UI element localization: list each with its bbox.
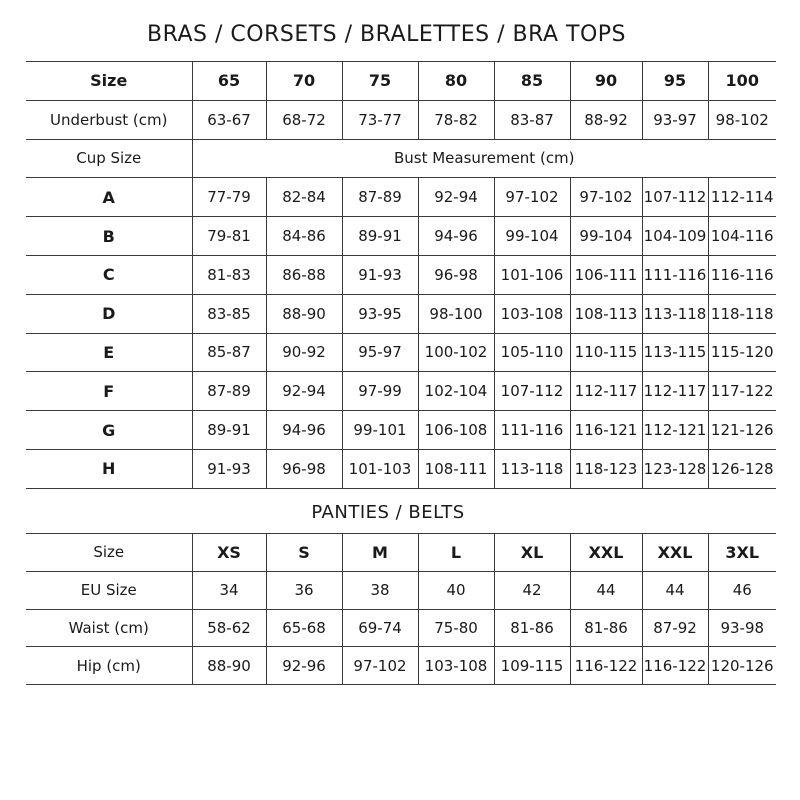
bust-range-cell: 111-116 — [642, 255, 708, 294]
bust-range-cell: 108-111 — [418, 449, 494, 488]
panties-size-header: XXL — [642, 534, 708, 572]
band-size-header: 100 — [708, 62, 776, 101]
eu-size-cell: 36 — [266, 571, 342, 609]
cup-row — [26, 178, 776, 217]
hip-label: Hip (cm) — [26, 647, 192, 685]
eu-size-cell: 40 — [418, 571, 494, 609]
bust-range-cell: 106-111 — [570, 255, 642, 294]
bust-range-cell: 113-115 — [642, 333, 708, 372]
hip-cell: 103-108 — [418, 647, 494, 685]
bust-range-cell: 104-109 — [642, 217, 708, 256]
panties-size-header: M — [342, 534, 418, 572]
bust-range-cell: 82-84 — [266, 178, 342, 217]
bust-range-cell: 84-86 — [266, 217, 342, 256]
bust-range-cell: 96-98 — [418, 255, 494, 294]
panties-size-header: 3XL — [708, 534, 776, 572]
bust-range-cell: 94-96 — [418, 217, 494, 256]
eu-size-cell: 34 — [192, 571, 266, 609]
bust-range-cell: 111-116 — [494, 411, 570, 450]
waist-cell: 58-62 — [192, 609, 266, 647]
bust-range-cell: 85-87 — [192, 333, 266, 372]
band-size-header: 65 — [192, 62, 266, 101]
underbust-cell: 73-77 — [342, 100, 418, 139]
bust-range-cell: 101-103 — [342, 449, 418, 488]
bust-range-cell: 107-112 — [494, 372, 570, 411]
bras-size-row — [26, 62, 776, 101]
eu-size-cell: 38 — [342, 571, 418, 609]
eu-size-cell: 44 — [570, 571, 642, 609]
bust-range-cell: 107-112 — [642, 178, 708, 217]
bust-range-cell: 121-126 — [708, 411, 776, 450]
underbust-cell: 93-97 — [642, 100, 708, 139]
bust-range-cell: 83-85 — [192, 294, 266, 333]
eu-size-cell: 44 — [642, 571, 708, 609]
bras-section-title: BRAS / CORSETS / BRALETTES / BRA TOPS — [147, 22, 626, 47]
eu-size-cell: 46 — [708, 571, 776, 609]
cup-size-label: Cup Size — [26, 139, 192, 178]
eu-size-row — [26, 571, 776, 609]
bust-range-cell: 94-96 — [266, 411, 342, 450]
bust-range-cell: 123-128 — [642, 449, 708, 488]
underbust-cell: 83-87 — [494, 100, 570, 139]
cup-row — [26, 333, 776, 372]
panties-size-row — [26, 534, 776, 572]
bust-measurement-label: Bust Measurement (cm) — [192, 139, 776, 178]
bust-range-cell: 88-90 — [266, 294, 342, 333]
bust-range-cell: 92-94 — [418, 178, 494, 217]
bust-range-cell: 79-81 — [192, 217, 266, 256]
bust-range-cell: 103-108 — [494, 294, 570, 333]
underbust-cell: 88-92 — [570, 100, 642, 139]
waist-row — [26, 609, 776, 647]
bust-range-cell: 89-91 — [192, 411, 266, 450]
cup-row — [26, 255, 776, 294]
bust-range-cell: 104-116 — [708, 217, 776, 256]
underbust-row — [26, 100, 776, 139]
cup-letter: C — [26, 255, 192, 294]
bust-range-cell: 101-106 — [494, 255, 570, 294]
bust-range-cell: 112-117 — [570, 372, 642, 411]
bust-range-cell: 81-83 — [192, 255, 266, 294]
waist-cell: 93-98 — [708, 609, 776, 647]
hip-cell: 120-126 — [708, 647, 776, 685]
bust-range-cell: 99-104 — [494, 217, 570, 256]
bust-range-cell: 93-95 — [342, 294, 418, 333]
band-size-header: 70 — [266, 62, 342, 101]
bust-range-cell: 113-118 — [642, 294, 708, 333]
panties-size-label: Size — [26, 534, 192, 572]
eu-size-label: EU Size — [26, 571, 192, 609]
bust-range-cell: 117-122 — [708, 372, 776, 411]
underbust-cell: 68-72 — [266, 100, 342, 139]
bust-range-cell: 115-120 — [708, 333, 776, 372]
bust-range-cell: 118-118 — [708, 294, 776, 333]
bust-range-cell: 110-115 — [570, 333, 642, 372]
bust-range-cell: 105-110 — [494, 333, 570, 372]
cup-letter: A — [26, 178, 192, 217]
waist-cell: 81-86 — [494, 609, 570, 647]
bust-range-cell: 97-102 — [570, 178, 642, 217]
band-size-header: 95 — [642, 62, 708, 101]
cup-letter: G — [26, 411, 192, 450]
band-size-header: 75 — [342, 62, 418, 101]
bust-range-cell: 118-123 — [570, 449, 642, 488]
eu-size-cell: 42 — [494, 571, 570, 609]
bust-range-cell: 96-98 — [266, 449, 342, 488]
waist-label: Waist (cm) — [26, 609, 192, 647]
waist-cell: 81-86 — [570, 609, 642, 647]
underbust-label: Underbust (cm) — [26, 100, 192, 139]
bust-range-cell: 98-100 — [418, 294, 494, 333]
panties-size-header: XXL — [570, 534, 642, 572]
underbust-cell: 78-82 — [418, 100, 494, 139]
bust-range-cell: 97-102 — [494, 178, 570, 217]
hip-cell: 92-96 — [266, 647, 342, 685]
panties-size-header: S — [266, 534, 342, 572]
cup-letter: F — [26, 372, 192, 411]
cup-row — [26, 449, 776, 488]
bust-range-cell: 99-101 — [342, 411, 418, 450]
cup-letter: B — [26, 217, 192, 256]
cup-row — [26, 372, 776, 411]
bust-range-cell: 112-121 — [642, 411, 708, 450]
bust-range-cell: 95-97 — [342, 333, 418, 372]
waist-cell: 75-80 — [418, 609, 494, 647]
bust-range-cell: 112-114 — [708, 178, 776, 217]
bust-range-cell: 89-91 — [342, 217, 418, 256]
size-header-label: Size — [26, 62, 192, 101]
panties-size-header: L — [418, 534, 494, 572]
bust-range-cell: 77-79 — [192, 178, 266, 217]
bust-range-cell: 97-99 — [342, 372, 418, 411]
bust-range-cell: 86-88 — [266, 255, 342, 294]
bust-range-cell: 99-104 — [570, 217, 642, 256]
cup-row — [26, 411, 776, 450]
panties-size-table — [26, 533, 776, 685]
waist-cell: 69-74 — [342, 609, 418, 647]
bust-range-cell: 90-92 — [266, 333, 342, 372]
cup-size-header-row — [26, 139, 776, 178]
panties-size-header: XL — [494, 534, 570, 572]
bust-range-cell: 113-118 — [494, 449, 570, 488]
bust-range-cell: 87-89 — [192, 372, 266, 411]
waist-cell: 65-68 — [266, 609, 342, 647]
bust-range-cell: 126-128 — [708, 449, 776, 488]
cup-letter: D — [26, 294, 192, 333]
cup-letter: E — [26, 333, 192, 372]
waist-cell: 87-92 — [642, 609, 708, 647]
underbust-cell: 63-67 — [192, 100, 266, 139]
bust-range-cell: 102-104 — [418, 372, 494, 411]
bust-range-cell: 91-93 — [342, 255, 418, 294]
hip-cell: 97-102 — [342, 647, 418, 685]
bust-range-cell: 108-113 — [570, 294, 642, 333]
band-size-header: 90 — [570, 62, 642, 101]
hip-cell: 88-90 — [192, 647, 266, 685]
hip-cell: 116-122 — [642, 647, 708, 685]
cup-row — [26, 217, 776, 256]
bust-range-cell: 91-93 — [192, 449, 266, 488]
band-size-header: 80 — [418, 62, 494, 101]
bust-range-cell: 116-116 — [708, 255, 776, 294]
bras-size-table — [26, 61, 776, 489]
hip-cell: 116-122 — [570, 647, 642, 685]
bust-range-cell: 116-121 — [570, 411, 642, 450]
bust-range-cell: 106-108 — [418, 411, 494, 450]
bust-range-cell: 100-102 — [418, 333, 494, 372]
panties-section-title: PANTIES / BELTS — [311, 502, 465, 523]
panties-size-header: XS — [192, 534, 266, 572]
cup-letter: H — [26, 449, 192, 488]
bust-range-cell: 87-89 — [342, 178, 418, 217]
hip-row — [26, 647, 776, 685]
cup-row — [26, 294, 776, 333]
bust-range-cell: 112-117 — [642, 372, 708, 411]
underbust-cell: 98-102 — [708, 100, 776, 139]
bust-range-cell: 92-94 — [266, 372, 342, 411]
hip-cell: 109-115 — [494, 647, 570, 685]
band-size-header: 85 — [494, 62, 570, 101]
